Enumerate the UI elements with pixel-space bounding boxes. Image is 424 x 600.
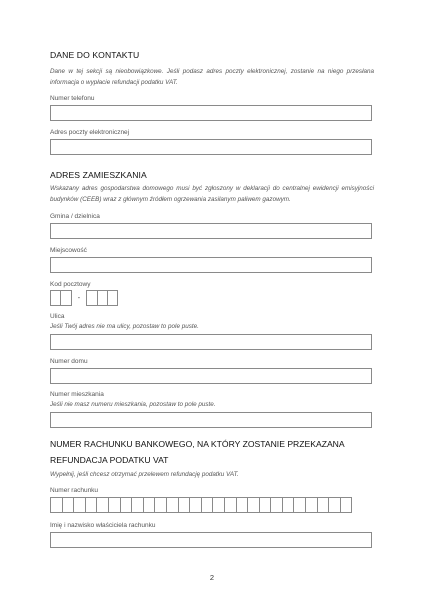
street-field[interactable]: [50, 334, 372, 350]
email-label: Adres poczty elektronicznej: [50, 129, 130, 136]
section-description-address: Wskazany adres gospodarstwa domowego musi być zgłoszony w deklaracji do centralnej ewidencji emisyjności budynków (CEEB) wraz z głównym źródłem ogrzewania zasilanym paliwem gazowym.: [50, 185, 374, 203]
account-owner-label: Imię i nazwisko właściciela rachunku: [50, 522, 156, 529]
section-heading-bank: NUMER RACHUNKU BANKOWEGO, NA KTÓRY ZOSTANIE PRZEKAZANA REFUNDACJA PODATKU VAT: [50, 439, 345, 465]
gmina-label: Gmina / dzielnica: [50, 213, 100, 220]
postal-digit-cell[interactable]: [107, 290, 118, 306]
apartment-number-hint: Jeśli nie masz numeru mieszkania, pozostaw to pole puste.: [50, 401, 216, 408]
section-heading-contact: DANE DO KONTAKTU: [50, 50, 140, 60]
section-description-contact: Dane w tej sekcji są nieobowiązkowe. Jeśli podasz adres poczty elektronicznej, zostanie na niego przesłana informacja o wypłacie refundacji podatku VAT.: [50, 68, 374, 86]
house-number-field[interactable]: [50, 368, 372, 384]
account-number-label: Numer rachunku: [50, 487, 99, 494]
street-label: Ulica: [50, 313, 65, 320]
section-heading-address: ADRES ZAMIESZKANIA: [50, 170, 147, 180]
postal-code-field: [50, 290, 117, 306]
phone-label: Numer telefonu: [50, 95, 95, 102]
apartment-number-label: Numer mieszkania: [50, 391, 104, 398]
postal-code-part2: [86, 290, 117, 306]
phone-field[interactable]: [50, 105, 372, 121]
house-number-label: Numer domu: [50, 358, 88, 365]
postal-code-part1: [50, 290, 71, 306]
gmina-field[interactable]: [50, 223, 372, 239]
street-hint: Jeśli Twój adres nie ma ulicy, pozostaw to pole puste.: [50, 323, 199, 330]
page-number: 2: [209, 573, 215, 582]
postal-separator: -: [77, 294, 81, 302]
apartment-number-field[interactable]: [50, 412, 372, 428]
postal-code-label: Kod pocztowy: [50, 281, 91, 288]
account-digit-cell[interactable]: [340, 497, 353, 513]
email-field[interactable]: [50, 139, 372, 155]
city-label: Miejscowość: [50, 247, 87, 254]
section-description-bank: Wypełnij, jeśli chcesz otrzymać przelewem refundację podatku VAT.: [50, 471, 239, 478]
city-field[interactable]: [50, 257, 372, 273]
account-number-field: [50, 497, 351, 513]
postal-digit-cell[interactable]: [60, 290, 71, 306]
account-owner-field[interactable]: [50, 532, 372, 548]
